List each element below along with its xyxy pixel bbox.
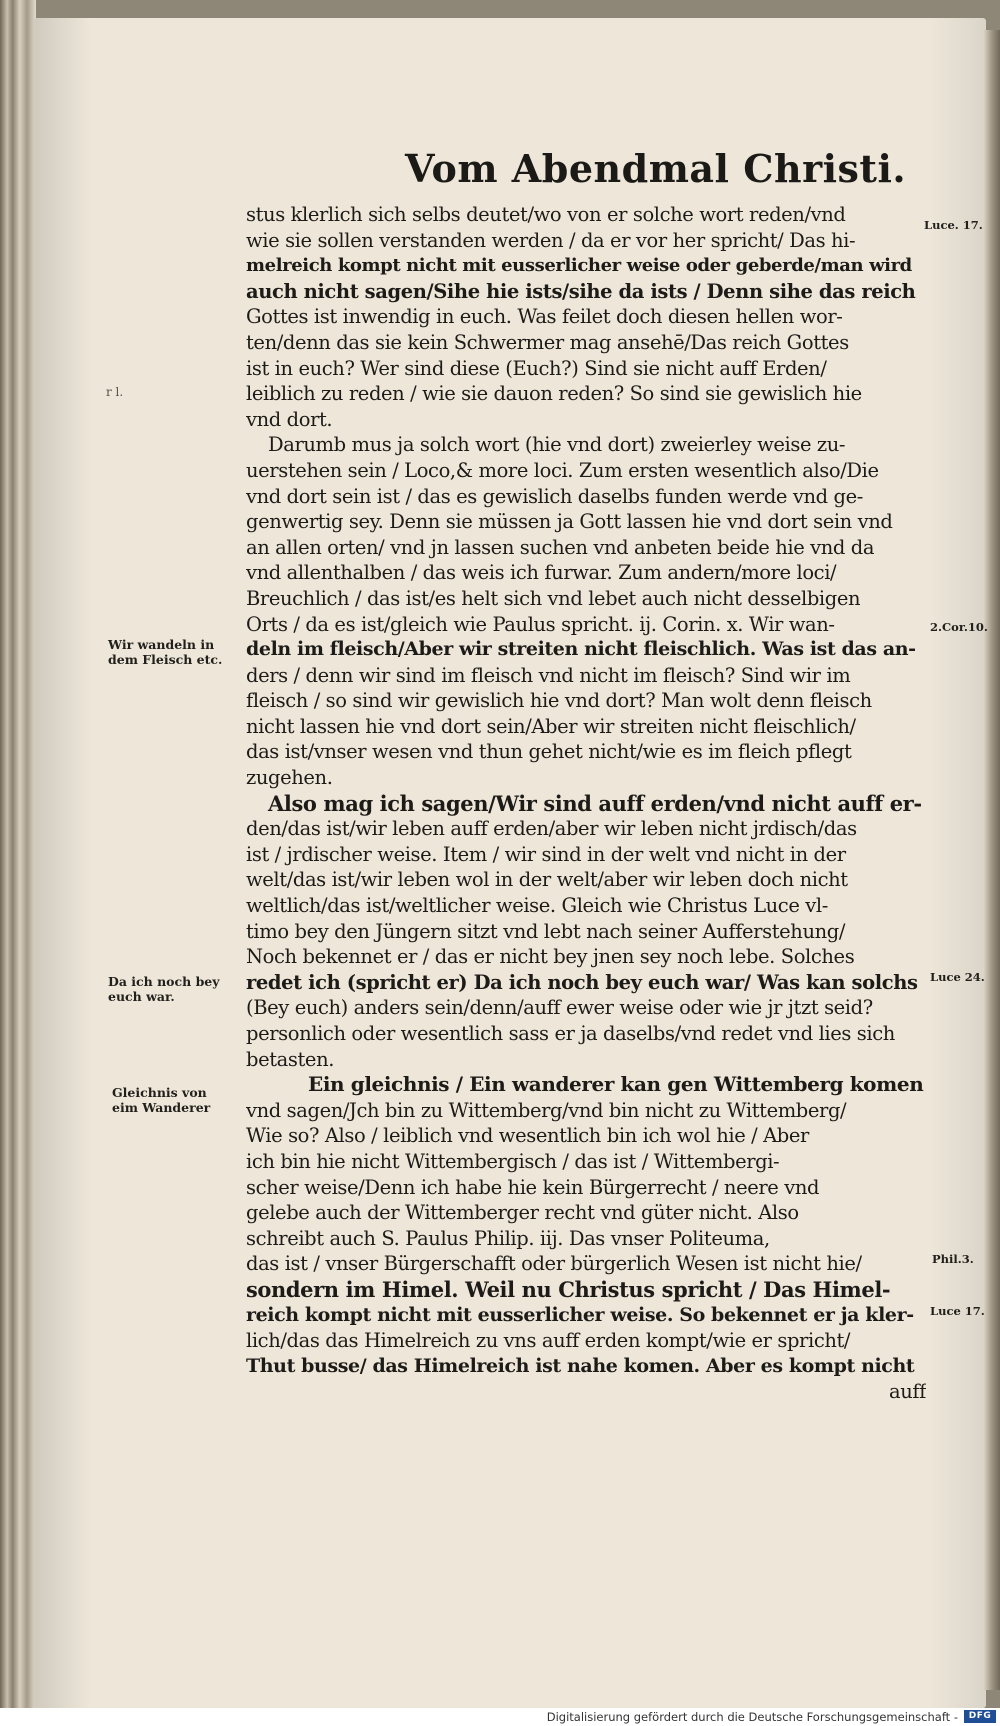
body-line: sondern im Himel. Weil nu Christus spricht / Das Himel- (246, 1276, 891, 1302)
body-line: welt/das ist/wir leben wol in der welt/aber wir leben doch nicht (246, 868, 848, 892)
body-line: vnd allenthalben / das weis ich furwar. Zum andern/more loci/ (246, 561, 837, 585)
body-line: melreich kompt nicht mit eusserlicher weise oder geberde/man wird (246, 255, 912, 277)
body-line: reich kompt nicht mit eusserlicher weise. So bekennet er ja kler- (246, 1303, 914, 1326)
body-line: genwertig sey. Denn sie müssen ja Gott lassen hie vnd dort sein vnd (246, 510, 893, 534)
body-line: ders / denn wir sind im fleisch vnd nicht im fleisch? Sind wir im (246, 663, 851, 687)
body-line: Thut busse/ das Himelreich ist nahe komen. Aber es kompt nicht (246, 1354, 915, 1377)
margin-ref-2-cor: 2.Cor.10. (930, 620, 988, 634)
body-line: Noch bekennet er / das er nicht bey jnen sey noch lebe. Solches (246, 945, 855, 969)
body-line: deln im fleisch/Aber wir streiten nicht fleischlich. Was ist das an- (246, 638, 916, 661)
margin-note-line: eim Wanderer (112, 1100, 211, 1115)
margin-note-line: Wir wandeln in (108, 637, 215, 652)
body-line: weltlich/das ist/weltlicher weise. Gleich wie Christus Luce vl- (246, 894, 828, 918)
body-line: das ist/vnser wesen vnd thun gehet nicht/wie es im fleich pflegt (246, 740, 852, 764)
body-line: Darumb mus ja solch wort (hie vnd dort) zweierley weise zu- (268, 433, 846, 457)
body-line: zugehen. (246, 766, 333, 790)
body-line: vnd dort. (246, 407, 333, 431)
book-edge-left (0, 0, 36, 1726)
body-line: leiblich zu reden / wie sie dauon reden? So sind sie gewislich hie (246, 382, 862, 406)
body-line: an allen orten/ vnd jn lassen suchen vnd anbeten beide hie vnd da (246, 535, 875, 559)
running-head: Vom Abendmal Christi. (405, 146, 907, 191)
body-line: vnd sagen/Jch bin zu Wittemberg/vnd bin nicht zu Wittemberg/ (246, 1098, 847, 1122)
footer-bar (0, 1708, 1000, 1726)
margin-note-wandeln (108, 637, 222, 667)
body-line: (Bey euch) anders sein/denn/auff ewer weise oder wie jr jtzt seid? (246, 996, 873, 1020)
dfg-logo: DFG (964, 1710, 996, 1723)
margin-note-line: Da ich noch bey (108, 974, 220, 989)
body-line: Ein gleichnis / Ein wanderer kan gen Wittemberg komen (308, 1072, 924, 1097)
body-line: ich bin hie nicht Wittembergisch / das ist / Wittembergi- (246, 1149, 780, 1173)
body-line: scher weise/Denn ich habe hie kein Bürgerrecht / neere vnd (246, 1175, 820, 1199)
body-line: schreibt auch S. Paulus Philip. iij. Das vnser Politeuma, (246, 1226, 770, 1250)
body-line: vnd dort sein ist / das es gewislich daselbs funden werde vnd ge- (246, 484, 863, 508)
body-line: Also mag ich sagen/Wir sind auff erden/vnd nicht auff er- (268, 790, 922, 816)
margin-ref-phil: Phil.3. (932, 1252, 974, 1266)
body-line: ist / jrdischer weise. Item / wir sind in der welt vnd nicht in der (246, 842, 846, 866)
body-line: gelebe auch der Wittemberger recht vnd güter nicht. Also (246, 1201, 799, 1225)
margin-ref-luce-17b: Luce 17. (930, 1304, 985, 1318)
catchword: auff (888, 1380, 926, 1404)
page-edge-right (984, 30, 1000, 1690)
body-line: Wie so? Also / leiblich vnd wesentlich bin ich wol hie / Aber (246, 1124, 809, 1148)
body-text (246, 202, 926, 1405)
body-line: redet ich (spricht er) Da ich noch bey euch war/ Was kan solchs (246, 970, 918, 994)
margin-ref-luce-17: Luce. 17. (924, 218, 983, 232)
body-line: auch nicht sagen/Sihe hie ists/sihe da ists / Denn sihe das reich (246, 279, 916, 303)
body-line: ist in euch? Wer sind diese (Euch?) Sind sie nicht auff Erden/ (246, 356, 827, 380)
body-line: fleisch / so sind wir gewislich hie vnd dort? Man wolt denn fleisch (246, 689, 872, 713)
body-line: personlich oder wesentlich sass er ja daselbs/vnd redet vnd lies sich (246, 1022, 895, 1045)
body-line: betasten. (246, 1047, 335, 1071)
body-line: Breuchlich / das ist/es helt sich vnd lebet auch nicht desselbigen (246, 586, 861, 610)
body-line: den/das ist/wir leben auff erden/aber wir leben nicht jrdisch/das (246, 817, 857, 841)
margin-note-line: euch war. (108, 989, 175, 1004)
body-line: wie sie sollen verstanden werden / da er vor her spricht/ Das hi- (246, 228, 856, 252)
body-line: uerstehen sein / Loco,& more loci. Zum ersten wesentlich also/Die (246, 458, 879, 482)
margin-note-line: Gleichnis von (112, 1085, 207, 1100)
body-line: das ist / vnser Bürgerschafft oder bürgerlich Wesen ist nicht hie/ (246, 1252, 862, 1276)
body-line: Gottes ist inwendig in euch. Was feilet doch diesen hellen wor- (246, 305, 843, 329)
footer-credit: Digitalisierung gefördert durch die Deutsche Forschungsgemeinschaft - (546, 1710, 958, 1724)
body-line: stus klerlich sich selbs deutet/wo von er solche wort reden/vnd (246, 203, 846, 226)
stray-mark: r l. (106, 385, 124, 399)
margin-note-bey-euch (108, 974, 220, 1004)
body-line: ten/denn das sie kein Schwermer mag ansehē/Das reich Gottes (246, 330, 849, 354)
body-line: nicht lassen hie vnd dort sein/Aber wir streiten nicht fleischlich/ (246, 714, 856, 738)
body-line: lich/das das Himelreich zu vns auff erden kompt/wie er spricht/ (246, 1329, 851, 1353)
body-line: Orts / da es ist/gleich wie Paulus spricht. ij. Corin. x. Wir wan- (246, 612, 835, 636)
margin-note-line: dem Fleisch etc. (108, 652, 223, 667)
margin-note-gleichnis (112, 1085, 210, 1115)
margin-ref-luce-24: Luce 24. (930, 970, 985, 984)
body-line: timo bey den Jüngern sitzt vnd lebt nach seiner Aufferstehung/ (246, 919, 846, 943)
